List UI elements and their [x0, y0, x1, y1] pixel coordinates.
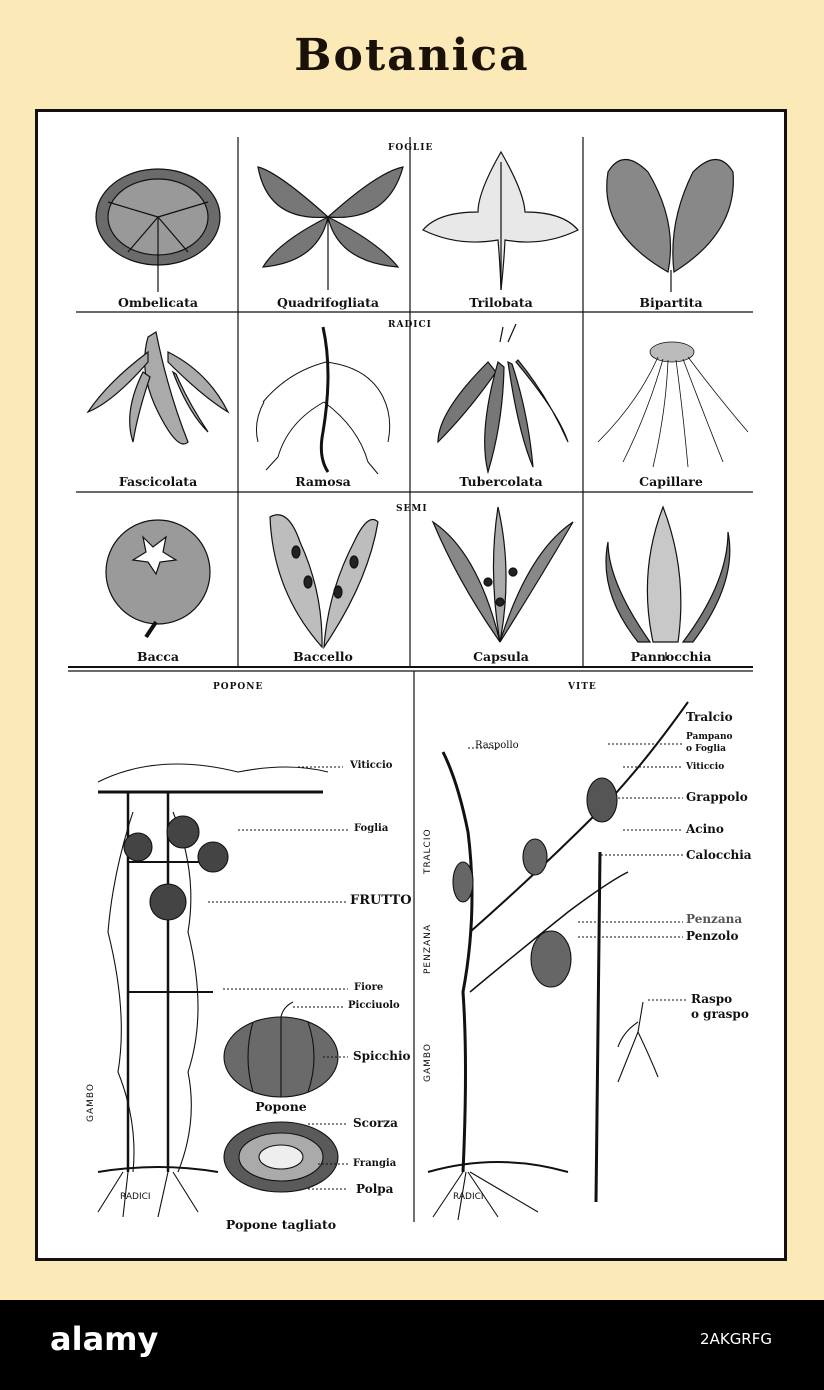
label-raspo: Raspo	[691, 992, 733, 1006]
label-frutto: FRUTTO	[350, 893, 412, 908]
label-foglia-popone: Foglia	[354, 823, 389, 834]
caption-fascicolata: Fascicolata	[118, 474, 198, 489]
caption-ombelicata: Ombelicata	[118, 295, 198, 310]
label-gambo-vite: GAMBO	[423, 1043, 433, 1082]
label-radici-popone: RADICI	[120, 1192, 151, 1202]
label-acino: Acino	[686, 822, 724, 836]
label-viticcio-popone: Viticcio	[350, 760, 393, 771]
caption-capillare: Capillare	[639, 474, 703, 489]
label-frangia: Frangia	[353, 1158, 397, 1169]
section-foglie: FOGLIE	[388, 143, 434, 153]
section-radici: RADICI	[388, 320, 432, 330]
label-raspollo: Raspollo	[475, 740, 519, 751]
illustrations	[38, 112, 784, 1258]
seed-baccello	[270, 515, 378, 647]
vite-plant	[428, 702, 688, 1220]
caption-bacca: Bacca	[137, 649, 179, 664]
seed-bacca	[106, 520, 210, 637]
root-ramosa	[256, 327, 389, 474]
leaf-quadrifogliata	[258, 167, 403, 290]
label-polpa: Polpa	[356, 1182, 394, 1196]
caption-pannocchia: Pannocchia	[630, 649, 712, 664]
caption-popone: Popone	[255, 1099, 307, 1114]
root-fascicolata	[88, 332, 228, 444]
label-gambo-popone: GAMBO	[86, 1083, 96, 1122]
leaf-ombelicata	[96, 169, 220, 292]
section-semi: SEMI	[396, 504, 428, 514]
botanical-plate	[35, 109, 787, 1261]
section-popone: POPONE	[213, 682, 264, 692]
caption-ramosa: Ramosa	[295, 474, 351, 489]
label-pampano: Pampano	[686, 732, 733, 742]
page-title: Botanica	[294, 30, 530, 81]
root-capillare	[598, 342, 748, 467]
label-viticcio-vite: Viticcio	[686, 762, 725, 772]
leaf-bipartita	[607, 160, 734, 293]
label-tralcio: Tralcio	[686, 710, 733, 724]
caption-trilobata: Trilobata	[469, 295, 533, 310]
caption-tubercolata: Tubercolata	[459, 474, 543, 489]
label-calocchia: Calocchia	[686, 848, 752, 862]
label-radici-vite: RADICI	[453, 1192, 484, 1202]
caption-bipartita: Bipartita	[639, 295, 703, 310]
label-fiore: Fiore	[354, 982, 384, 993]
label-o-graspo: o graspo	[691, 1007, 749, 1021]
section-vite: VITE	[568, 682, 597, 692]
label-grappolo: Grappolo	[686, 790, 748, 804]
label-penzana: Penzana	[686, 912, 743, 926]
label-scorza: Scorza	[353, 1116, 398, 1130]
label-tralcio-vertical: TRALCIO	[423, 828, 433, 874]
popone-plant	[98, 764, 348, 1217]
watermark-logo: alamy	[50, 1320, 159, 1358]
label-spicchio: Spicchio	[353, 1049, 411, 1063]
image-code: 2AKGRFG	[700, 1330, 772, 1348]
label-o-foglia: o Foglia	[686, 744, 726, 754]
leaf-trilobata	[423, 152, 578, 290]
label-picciuolo: Picciuolo	[348, 1000, 400, 1011]
caption-baccello: Baccello	[293, 649, 353, 664]
caption-quadrifogliata: Quadrifogliata	[276, 295, 380, 310]
root-tubercolata	[438, 324, 568, 472]
seed-pannocchia	[606, 507, 730, 660]
seed-capsula	[433, 507, 573, 642]
caption-popone-tagliato: Popone tagliato	[225, 1217, 337, 1232]
label-penzolo: Penzolo	[686, 929, 739, 943]
label-penzana-vertical: PENZANA	[423, 923, 433, 974]
caption-capsula: Capsula	[473, 649, 529, 664]
